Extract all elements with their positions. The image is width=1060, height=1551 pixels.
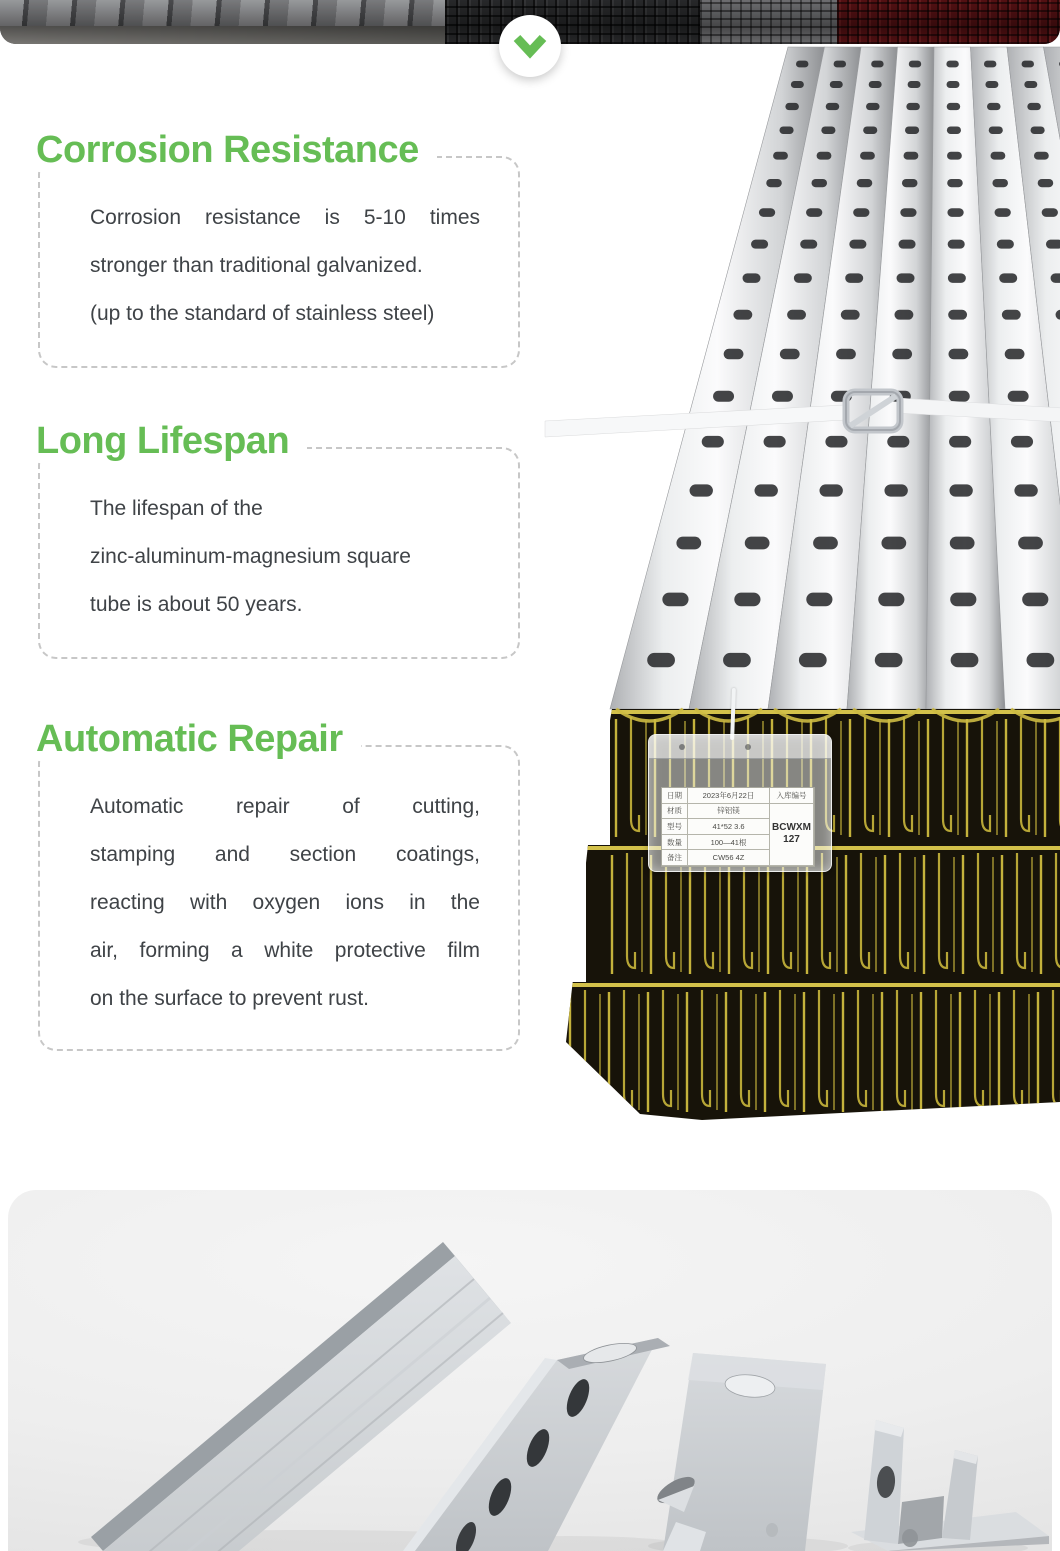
- tag-row-value: CW56 4Z: [688, 850, 770, 866]
- tag-code-number: 127: [783, 834, 800, 846]
- packing-tag: [648, 734, 832, 872]
- feature-line: stronger than traditional galvanized.: [90, 254, 423, 277]
- feature-line: air, forming a white protective film: [90, 939, 480, 962]
- tag-row-value: 2023年6月22日: [688, 788, 770, 804]
- tag-code-text: BCWXM: [772, 822, 811, 834]
- tag-row-label: 日期: [662, 788, 688, 804]
- feature-line: Corrosion resistance is 5-10 times: [90, 206, 480, 229]
- feature-title: Corrosion Resistance: [32, 129, 437, 171]
- tag-row-value: 100—41根: [688, 835, 770, 851]
- tag-label: [661, 787, 815, 867]
- steel-brackets-art: [8, 1190, 1052, 1551]
- feature-text: [90, 194, 480, 338]
- feature-line: (up to the standard of stainless steel): [90, 302, 435, 325]
- tag-row-value: 锌铝镁: [688, 804, 770, 820]
- feature-long-lifespan: [36, 420, 520, 659]
- feature-line: Automatic repair of cutting,: [90, 795, 480, 818]
- tag-pouch-zip: [649, 735, 831, 759]
- tag-row-label: 备注: [662, 850, 688, 866]
- feature-text: [90, 485, 480, 629]
- feature-line: The lifespan of the: [90, 497, 263, 520]
- feature-text: [90, 783, 480, 1023]
- tag-code: [770, 804, 814, 866]
- feature-corrosion-resistance: [36, 129, 520, 368]
- steel-brackets-photo: [8, 1190, 1052, 1551]
- feature-title: Long Lifespan: [32, 420, 307, 462]
- feature-line: zinc-aluminum-magnesium square: [90, 545, 411, 568]
- feature-automatic-repair: [36, 718, 520, 1051]
- feature-line: on the surface to prevent rust.: [90, 987, 369, 1010]
- tag-row-value: 41*52 3.6: [688, 819, 770, 835]
- tag-row-label: 材质: [662, 804, 688, 820]
- strut-channel-bundle-photo: [540, 46, 1060, 1122]
- tag-row-label: 数量: [662, 835, 688, 851]
- tag-row-label: 型号: [662, 819, 688, 835]
- feature-line: stamping and section coatings,: [90, 843, 480, 866]
- feature-line: tube is about 50 years.: [90, 593, 303, 616]
- feature-title: Automatic Repair: [32, 718, 361, 760]
- tag-id-header: 入库编号: [770, 788, 814, 804]
- feature-line: reacting with oxygen ions in the: [90, 891, 480, 914]
